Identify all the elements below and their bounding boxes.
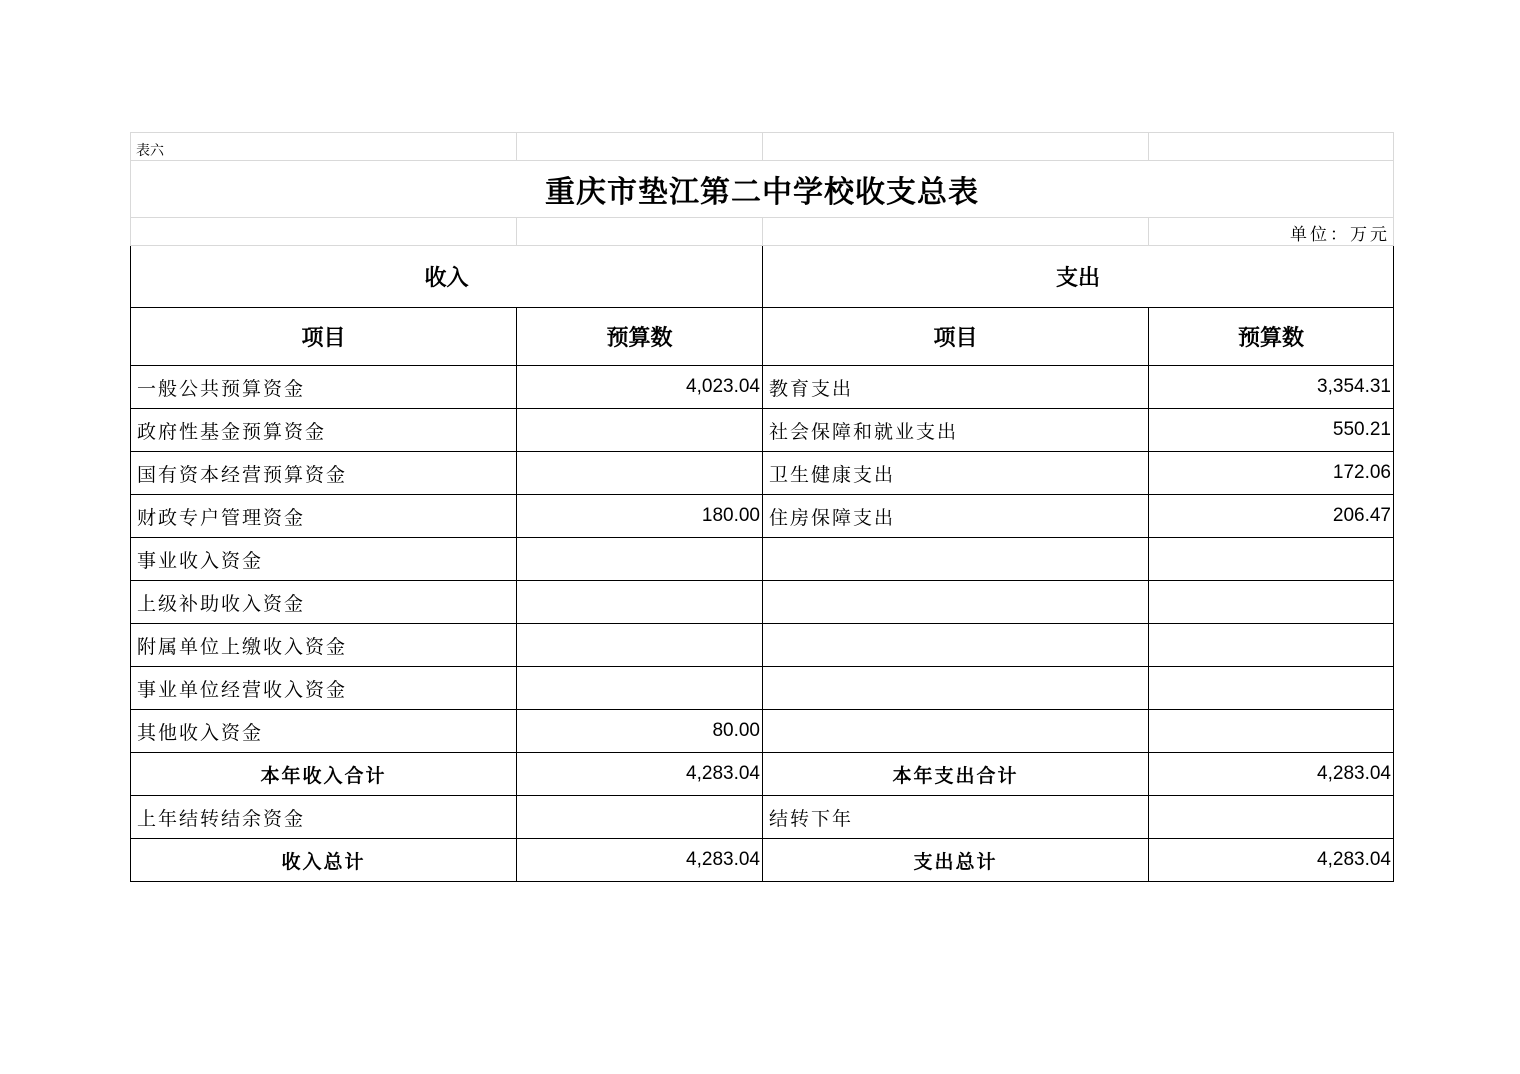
income-value: 180.00 [517,495,763,538]
expense-item-header: 项目 [763,308,1149,366]
year-total-row [131,753,1394,796]
carryover-expense-value [1149,796,1394,839]
table-row [131,581,1394,624]
income-item: 一般公共预算资金 [131,366,517,409]
expense-section-header: 支出 [763,246,1394,308]
grand-income-total-label: 收入总计 [131,839,517,882]
income-section-header: 收入 [131,246,763,308]
income-value [517,452,763,495]
expense-value [1149,667,1394,710]
budget-sheet [130,132,1393,882]
table-row [131,366,1394,409]
expense-item [763,710,1149,753]
income-value [517,581,763,624]
carryover-expense-label: 结转下年 [763,796,1149,839]
section-header-row [131,246,1394,308]
income-value: 4,023.04 [517,366,763,409]
expense-item: 教育支出 [763,366,1149,409]
table-row [131,495,1394,538]
table-row [131,538,1394,581]
year-income-total-value: 4,283.04 [517,753,763,796]
income-item: 事业单位经营收入资金 [131,667,517,710]
income-value: 80.00 [517,710,763,753]
unit-row [131,218,1394,246]
income-item: 财政专户管理资金 [131,495,517,538]
income-item: 事业收入资金 [131,538,517,581]
expense-value: 206.47 [1149,495,1394,538]
table-row [131,452,1394,495]
income-budget-header: 预算数 [517,308,763,366]
column-header-row [131,308,1394,366]
table-row [131,624,1394,667]
expense-item: 住房保障支出 [763,495,1149,538]
expense-value: 550.21 [1149,409,1394,452]
income-item: 政府性基金预算资金 [131,409,517,452]
grand-expense-total-label: 支出总计 [763,839,1149,882]
expense-value [1149,581,1394,624]
income-item: 上级补助收入资金 [131,581,517,624]
expense-value [1149,538,1394,581]
income-value [517,409,763,452]
expense-value [1149,624,1394,667]
expense-item: 卫生健康支出 [763,452,1149,495]
carryover-income-label: 上年结转结余资金 [131,796,517,839]
title-row [131,161,1394,218]
income-value [517,624,763,667]
year-expense-total-value: 4,283.04 [1149,753,1394,796]
income-item: 附属单位上缴收入资金 [131,624,517,667]
page-title: 重庆市垫江第二中学校收支总表 [131,161,1394,218]
income-expense-table [130,132,1394,882]
grand-expense-total-value: 4,283.04 [1149,839,1394,882]
table-label: 表六 [131,133,517,161]
grand-income-total-value: 4,283.04 [517,839,763,882]
expense-budget-header: 预算数 [1149,308,1394,366]
income-item: 其他收入资金 [131,710,517,753]
year-income-total-label: 本年收入合计 [131,753,517,796]
year-expense-total-label: 本年支出合计 [763,753,1149,796]
expense-item [763,667,1149,710]
income-value [517,538,763,581]
table-row [131,710,1394,753]
carryover-row [131,796,1394,839]
income-value [517,667,763,710]
expense-item [763,624,1149,667]
expense-item [763,581,1149,624]
expense-item [763,538,1149,581]
table-row [131,667,1394,710]
expense-value [1149,710,1394,753]
unit-label: 单位：万元 [1149,218,1394,246]
carryover-income-value [517,796,763,839]
income-item-header: 项目 [131,308,517,366]
expense-item: 社会保障和就业支出 [763,409,1149,452]
table-label-row [131,133,1394,161]
expense-value: 172.06 [1149,452,1394,495]
table-row [131,409,1394,452]
grand-total-row [131,839,1394,882]
expense-value: 3,354.31 [1149,366,1394,409]
income-item: 国有资本经营预算资金 [131,452,517,495]
